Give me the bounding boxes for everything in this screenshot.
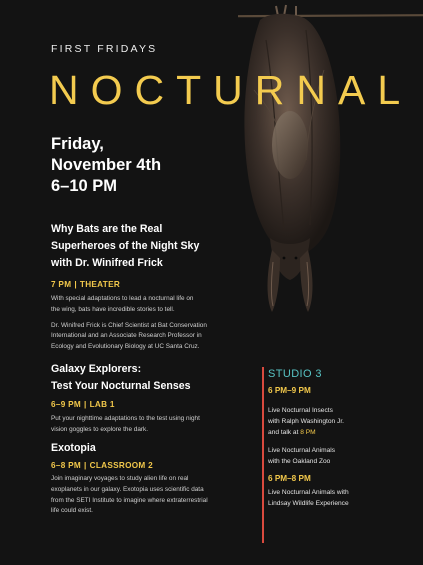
description-line: vision goggles to explore the dark. xyxy=(51,425,148,433)
session-meta xyxy=(51,461,256,470)
session-title-line: with Dr. Winifred Frick xyxy=(51,257,163,269)
studio-item-line: Live Nocturnal Insects xyxy=(268,407,333,414)
session-bats xyxy=(51,221,256,353)
session-time: 6–9 PM xyxy=(51,400,82,409)
description-line: Put your nighttime adaptations to the test using night xyxy=(51,415,200,422)
bio-line: Dr. Winifred Frick is Chief Scientist at Bat Conservation xyxy=(51,321,207,329)
event-date xyxy=(51,134,161,197)
session-title-line: Test Your Nocturnal Senses xyxy=(51,380,191,392)
session-galaxy-explorers xyxy=(51,361,256,436)
studio-time-1: 6 PM–9 PM xyxy=(268,386,311,395)
session-title xyxy=(51,361,256,395)
studio-item-line: Live Nocturnal Animals xyxy=(268,447,336,454)
event-title: NOCTURNAL xyxy=(49,67,413,113)
event-date-day: Friday, xyxy=(51,135,104,153)
studio-title: STUDIO 3 xyxy=(268,368,322,380)
event-time: 6–10 PM xyxy=(51,177,118,195)
studio-item-insects xyxy=(268,405,418,438)
studio-item-text: and talk at xyxy=(268,429,301,436)
session-meta xyxy=(51,280,256,289)
studio-item-line: Lindsay Wildlife Experience xyxy=(268,500,349,507)
session-location: CLASSROOM 2 xyxy=(89,461,153,470)
studio-panel xyxy=(268,368,418,509)
studio-item-oakland-zoo xyxy=(268,445,418,467)
studio-item-line: with Ralph Washington Jr. xyxy=(268,418,344,425)
session-exotopia xyxy=(51,440,256,517)
separator: | xyxy=(74,280,77,289)
separator: | xyxy=(84,400,87,409)
session-title-line: Exotopia xyxy=(51,442,96,454)
studio-time-2: 6 PM–8 PM xyxy=(268,474,311,483)
studio-item-line: Live Nocturnal Animals with xyxy=(268,489,349,496)
session-time: 7 PM xyxy=(51,280,72,289)
event-series-label: FIRST FRIDAYS xyxy=(51,43,158,55)
session-location: LAB 1 xyxy=(89,400,115,409)
studio-item-lindsay xyxy=(268,487,418,509)
description-line: life could exist. xyxy=(51,507,93,515)
session-description xyxy=(51,414,256,436)
session-title-line: Galaxy Explorers: xyxy=(51,363,142,375)
session-title-line: Why Bats are the Real xyxy=(51,223,163,235)
description-line: the wing, bats have incredible stories to tell. xyxy=(51,305,175,313)
studio-item-highlight: 8 PM xyxy=(300,429,316,436)
session-description xyxy=(51,474,256,517)
studio-accent-bar xyxy=(262,367,264,543)
session-title-line: Superheroes of the Night Sky xyxy=(51,240,200,252)
description-line: from the SETI Institute to imagine where extraterrestrial xyxy=(51,496,208,504)
studio-item-line xyxy=(268,427,418,438)
separator: | xyxy=(84,461,87,470)
bio-line: International and an Associate Research Professor in xyxy=(51,332,202,340)
speaker-bio xyxy=(51,321,256,353)
session-meta xyxy=(51,400,256,409)
session-description xyxy=(51,294,256,316)
event-date-month: November 4th xyxy=(51,156,162,174)
session-title xyxy=(51,221,256,272)
session-title xyxy=(51,440,256,457)
description-line: With special adaptations to lead a nocturnal life on xyxy=(51,295,194,302)
session-time: 6–8 PM xyxy=(51,461,82,470)
description-line: Join imaginary voyages to study alien life on real xyxy=(51,475,189,482)
bio-line: Ecology and Evolutionary Biology at UC Santa Cruz. xyxy=(51,343,200,351)
session-location: THEATER xyxy=(79,280,121,289)
studio-item-line: with the Oakland Zoo xyxy=(268,458,331,465)
description-line: exoplanets in our galaxy. Exotopia uses scientific data xyxy=(51,485,204,493)
